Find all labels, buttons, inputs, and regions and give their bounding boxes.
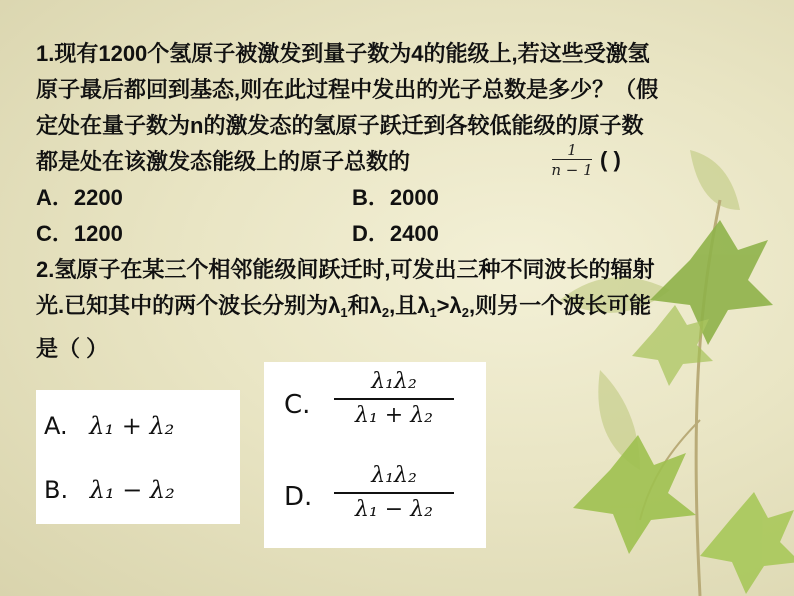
q2-text: 和λ <box>347 293 382 318</box>
fraction-denominator: n − 1 <box>551 161 593 179</box>
choice-a-label: A. <box>44 412 68 440</box>
q1-line-2: 原子最后都回到基态,则在此过程中发出的光子总数是多少？（假 <box>36 77 659 102</box>
choice-d-label: D. <box>284 482 313 512</box>
choice-c-label: C. <box>284 390 311 420</box>
choices-cd-box <box>264 362 486 548</box>
q1-line-4: 都是处在该激发态能级上的原子总数的 <box>36 149 411 174</box>
choice-b-label: B. <box>44 476 69 504</box>
choices-ab-box <box>36 390 240 524</box>
q2-text: >λ <box>436 293 462 318</box>
q1-line-3: 定处在量子数为n的激发态的氢原子跃迁到各较低能级的原子数 <box>36 113 644 138</box>
q1-fraction <box>548 142 596 179</box>
question-2 <box>36 252 654 367</box>
q1-option-d: D．2400 <box>352 221 439 246</box>
choice-c-numerator: λ₁λ₂ <box>371 369 417 394</box>
choice-b <box>44 476 175 504</box>
subscript-2: 2 <box>381 305 390 320</box>
choice-d-fraction <box>334 462 454 524</box>
q1-line-1: 1.现有1200个氢原子被激发到量子数为4的能级上,若这些受激氢 <box>36 41 650 66</box>
q2-line-2 <box>36 288 654 331</box>
choice-d-denominator: λ₁ − λ₂ <box>355 497 433 522</box>
subscript-1: 1 <box>340 305 348 320</box>
choice-c-denominator: λ₁ + λ₂ <box>355 403 433 428</box>
q1-option-a: A．2200 <box>36 185 123 210</box>
fraction-numerator: 1 <box>567 141 577 159</box>
choice-a <box>44 412 174 440</box>
choice-a-expr: λ₁ + λ₂ <box>89 412 175 440</box>
q2-text: 光.已知其中的两个波长分别为λ <box>36 293 341 318</box>
choice-c-fraction <box>334 368 454 430</box>
q2-text: ,且λ <box>389 293 430 318</box>
subscript-1: 1 <box>429 305 437 320</box>
q1-option-b: B．2000 <box>352 185 439 210</box>
choice-d-numerator: λ₁λ₂ <box>371 463 417 488</box>
q2-line-3: 是（ ） <box>36 336 109 361</box>
subscript-2: 2 <box>461 305 469 320</box>
q2-line-1: 2.氢原子在某三个相邻能级间跃迁时,可发出三种不同波长的辐射 <box>36 257 655 282</box>
choice-b-expr: λ₁ − λ₂ <box>89 476 175 504</box>
q1-option-c: C．1200 <box>36 221 123 246</box>
q1-answer-paren: ( ) <box>600 147 621 172</box>
q2-text: ,则另一个波长可能 <box>469 293 652 318</box>
